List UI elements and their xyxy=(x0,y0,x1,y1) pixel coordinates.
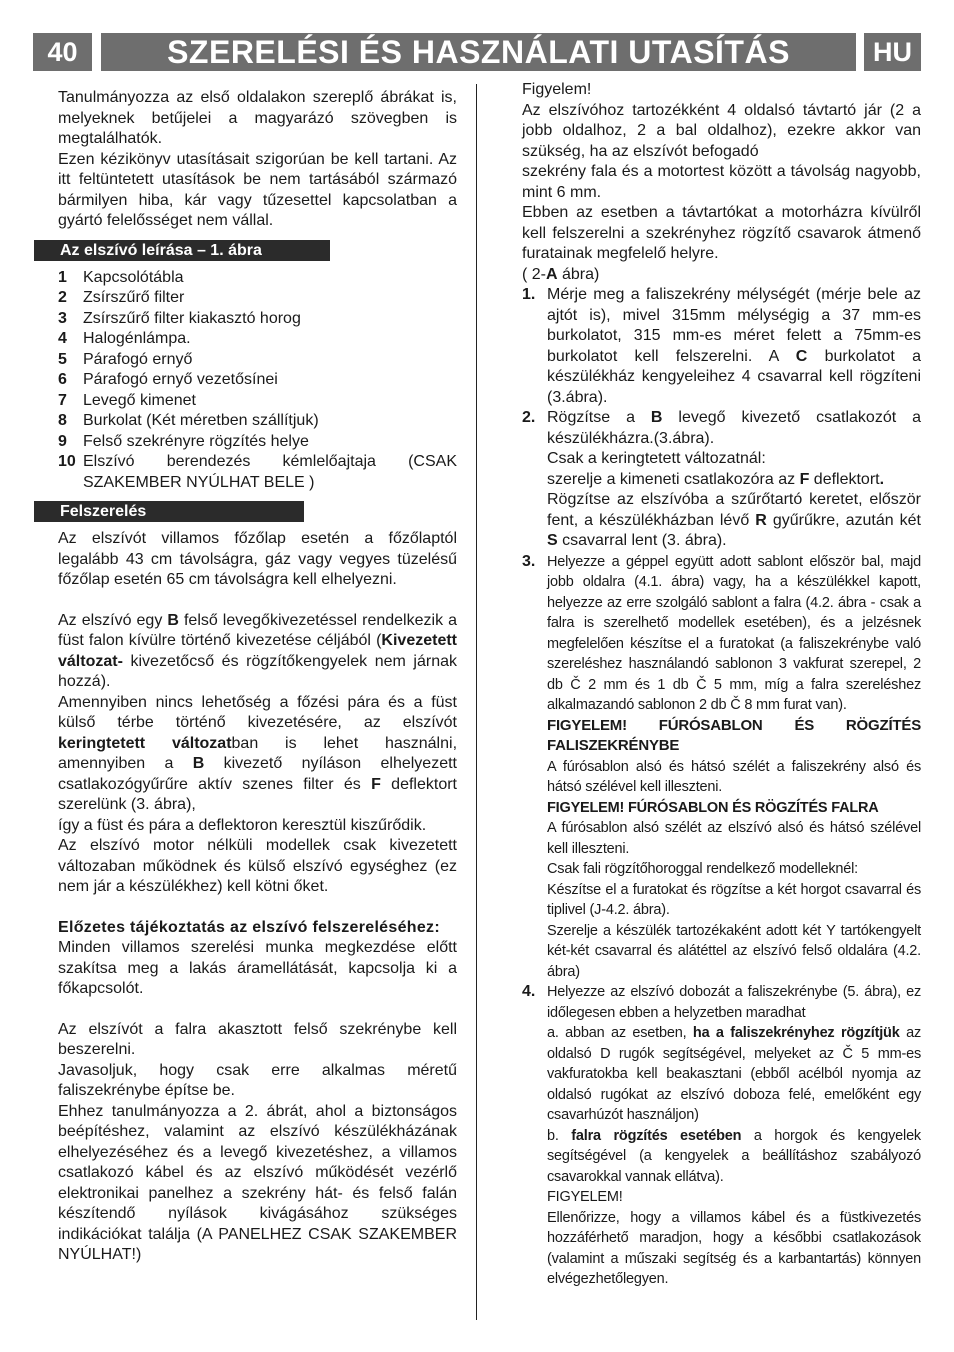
step-text: Helyezze a géppel együtt adott sablont először bal, majd jobb oldalra (4.1. ábra) vagy, ha a készülékkel kapott, helyezze az erre szolgáló sablont a falra (4.2. ábra - csak a falra is szerelhető modellek esetében), és a jelzésnek megfelelően készítse el a furatokat (a faliszekrénybe való szereléshez használandó sablonon 3 vakfurat szerepel, 2 db Č 2 mm és 1 db Č 5 mm, míg a falra szereléshez alkalmazandó sablonon 2 db Č 8 mm furat van). FIGYELEM! FÚRÓSABLON ÉS RÖGZÍTÉS FALISZEKRÉNYBE A fúrósablon alsó és hátsó szélét a faliszekrény alsó és hátsó szélével kell illeszteni. FIGYELEM! FÚRÓSABLON ÉS RÖGZÍTÉS FALRA A fúrósablon alsó szélét az elszívó alsó és hátsó szélével kell illeszteni. Csak fali rögzítőhoroggal rendelkező modelleknél: Készítse el a furatokat és rögzítse a két horgot csavarral és tiplivel (J-4.2. ábra). Szerelje a készülék tartozékaként adott két Y tartókengyelt két-két csavarral és alátéttel az elszívó felső oldalára (4.2. ábra) xyxy=(547,553,921,980)
item-text: Elszívó berendezés kémlelőajtaja (CSAK SZAKEMBER NYÚLHAT BELE ) xyxy=(83,453,457,491)
warning-spacers: Az elszívóhoz tartozékként 4 oldalsó távtartó jár (2 a jobb oldalhoz, 2 a bal oldalhoz), ezekre akkor van szükség, ha az elszívót befogadó xyxy=(522,101,921,160)
list-item xyxy=(522,552,921,983)
item-text: Halogénlámpa. xyxy=(83,330,191,347)
step-number: 2. xyxy=(522,409,536,426)
list-item xyxy=(522,408,921,552)
item-number: 2 xyxy=(58,289,67,306)
item-number: 4 xyxy=(58,330,67,347)
list-item xyxy=(58,268,457,289)
item-number: 8 xyxy=(58,412,67,429)
list-item xyxy=(58,411,457,432)
preliminary-size: Javasoljuk, hogy csak erre alkalmas méretű faliszekrénybe építse be. xyxy=(58,1061,457,1099)
installation-motorless: Az elszívó motor nélküli modellek csak kivezetett változaban működnek és külső elszívó egységhez (ez nem jár a készülékhez) kell kötni őket. xyxy=(58,837,457,895)
list-item xyxy=(522,285,921,408)
warning-distance: szekrény fala és a motortest között a távolság nagyobb, mint 6 mm. xyxy=(522,163,921,201)
item-number: 6 xyxy=(58,371,67,388)
item-text: Párafogó ernyő xyxy=(83,350,193,368)
right-column xyxy=(522,80,921,1290)
column-divider xyxy=(476,84,477,1320)
list-item xyxy=(58,309,457,330)
list-item xyxy=(58,452,457,493)
preliminary-power: Minden villamos szerelési munka megkezdése előtt szakítsa meg a lakás áramellátását, kapcsolja ki a főkapcsolót. xyxy=(58,939,457,997)
language-badge: HU xyxy=(864,33,921,71)
item-text: Kapcsolótábla xyxy=(83,268,184,286)
left-column xyxy=(58,88,457,1266)
item-number: 7 xyxy=(58,391,67,409)
item-text: Levegő kimenet xyxy=(83,391,196,409)
intro-paragraph: Tanulmányozza az első oldalakon szereplő ábrákat is, melyeknek betűjelei a magyarázó szövegben is megtalálhatók. xyxy=(58,89,457,147)
step-text: Mérje meg a faliszekrény mélységét (mérje bele az ajtót is), mivel 315mm mélységig a 37 mm-es burkolatot, 315 mm-es méret felett a 75mm-es burkolatot kell felszerelni. A C burkolatot a készülékház kengyeleihez 4 csavarral kell rögzíteni (3.ábra). xyxy=(547,286,921,406)
page-number: 40 xyxy=(33,33,92,71)
step-text: Rögzítse a B levegő kivezető csatlakozót a készülékházra.(3.ábra). Csak a keringtetett változatnál: szerelje a kimeneti csatlakozóra az F deflektort. Rögzítse az elszívóba a szűrőtartó keretet, először fent, a készülékházban lévő R gyűrűkre, azután két S csavarral lent (3. ábra). xyxy=(547,409,922,549)
warning-mounting: Ebben az esetben a távtartókat a motorházra kívülről kell felszerelni a szekrényhez rögzítő csavarok átmenő furatainak megfelelő helyre. xyxy=(522,204,921,262)
item-number: 1 xyxy=(58,268,67,286)
item-number: 10 xyxy=(58,453,76,470)
step-number: 3. xyxy=(522,552,536,570)
section-heading-description: Az elszívó leírása – 1. ábra xyxy=(34,240,330,261)
installation-recirculating: Amennyiben nincs lehetőség a főzési pára és a füst külső térbe történő kivezetésére, az elszívót keringtetett változatban is lehet használni, amennyiben a B kivezető nyíláson elhelyezett csatlakozógyűrűre aktív szenes filter és F deflektort szerelünk (3. ábra), xyxy=(58,693,458,813)
installation-outlet: Az elszívó egy B felső levegőkivezetéssel rendelkezik a füst falon kívülre történő kivezetése céljából (Kivezetett változat- kivezetőcső és rögzítőkengyelek nem járnak hozzá). xyxy=(58,611,457,690)
list-item xyxy=(58,288,457,309)
list-item xyxy=(58,370,457,391)
installation-filter-note: így a füst és pára a deflektoron keresztül kiszűrődik. xyxy=(58,816,427,834)
list-item xyxy=(58,391,457,412)
intro-paragraph-2: Ezen kézikönyv utasításait szigorúan be kell tartani. Az itt feltüntetett utasítások be nem tartásából származó bármilyen hiba, kár vagy tűzesettel kapcsolatban a gyártó felelősséget nem vállal. xyxy=(58,150,457,229)
preliminary-figure2: Ehhez tanulmányozza a 2. ábrát, ahol a biztonságos beépítéshez, valamint az elszívó készülékházának elhelyezéséhez és a levegő kivezetéshez, a villamos csatlakozó kábel és az elszívó működését vezérlő elektronikai panelhez a szekrény hát- és felső falán készítendő nyílások kivágásához szükséges indikációkat találja (A PANELHEZ CSAK SZAKEMBER NYÚLHAT!) xyxy=(58,1102,457,1263)
item-number: 3 xyxy=(58,309,67,327)
item-number: 9 xyxy=(58,432,67,450)
list-item xyxy=(58,350,457,371)
item-text: Burkolat (Két méretben szállítjuk) xyxy=(83,412,319,429)
list-item xyxy=(58,432,457,453)
section-heading-installation: Felszerelés xyxy=(34,501,304,522)
step-number: 1. xyxy=(522,286,536,303)
installation-distance: Az elszívót villamos főzőlap esetén a főzőlaptól legalább 43 cm távolságra, gáz vagy vegyes tüzelésű főzőlap esetén 65 cm távolságra kell elhelyezni. xyxy=(58,530,457,588)
step-number: 4. xyxy=(522,983,536,1000)
warning-figure-ref: ( 2-A ábra) xyxy=(522,265,600,283)
list-item xyxy=(58,329,457,350)
item-text: Párafogó ernyő vezetősínei xyxy=(83,371,278,388)
list-item xyxy=(522,982,921,1290)
item-text: Zsírszűrő filter xyxy=(83,289,185,306)
preliminary-cabinet: Az elszívót a falra akasztott felső szekrénybe kell beszerelni. xyxy=(58,1020,457,1058)
item-text: Felső szekrényre rögzítés helye xyxy=(83,432,309,450)
step-text: Helyezze az elszívó dobozát a faliszekrénybe (5. ábra), ez időlegesen ebben a helyzetben maradhat a. abban az esetben, ha a faliszekrényhez rögzítjük az oldalsó D rugók segítségével, melyeket az Č 5 mm-es vakfuratokba kell beakasztani (ebből acélból nyomja az oldalsó rugókat az elszívó doboza felé, emelőként egy csavarhúzót használjon) b. falra rögzítés esetében a horgok és kengyelek segítségével (a kengyelek a beállításhoz szabályozó csavarokkal vannak ellátva). FIGYELEM! Ellenőrizze, hogy a villamos kábel és a füstkivezetés hozzáférhető maradjon, hogy a későbbi csatlakozások (valamint a műszaki segítség és a karbantartás) könnyen elvégezhetőlegyen. xyxy=(547,984,921,1287)
installation-steps xyxy=(522,285,921,1290)
warning-title: Figyelem! xyxy=(522,81,592,98)
preliminary-heading: Előzetes tájékoztatás az elszívó felszereléséhez: xyxy=(58,918,440,936)
item-text: Zsírszűrő filter kiakasztó horog xyxy=(83,309,301,327)
parts-list xyxy=(58,268,457,494)
item-number: 5 xyxy=(58,350,67,368)
page-title: SZERELÉSI ÉS HASZNÁLATI UTASÍTÁS xyxy=(101,33,856,71)
